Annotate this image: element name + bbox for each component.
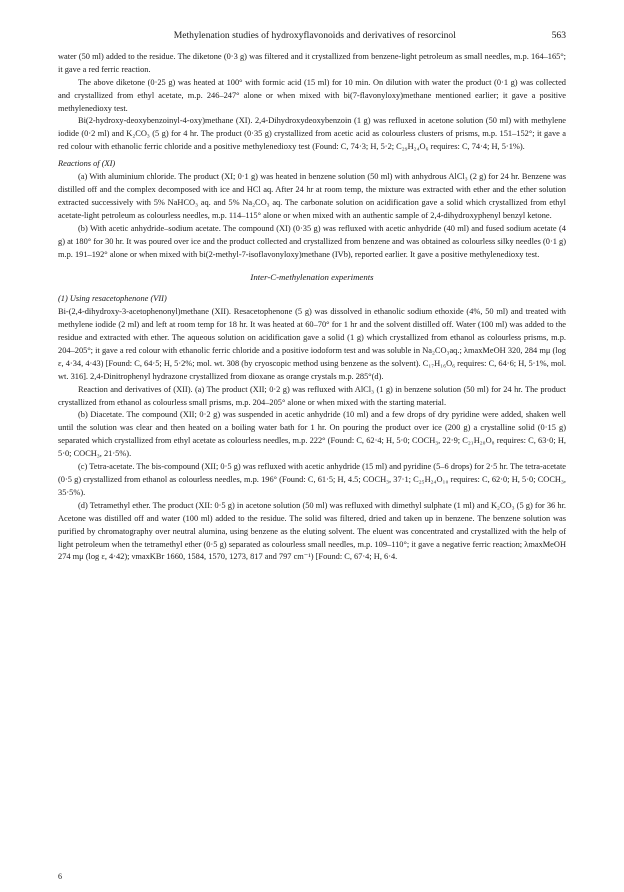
paragraph: (d) Tetramethyl ether. The product (XII: 0·5 g) in acetone solution (50 ml) was refluxed with dimethyl sulphate (1 ml) and K₂CO₃ (5 g) for 36 hr. Acetone was distilled off and water (100 ml) added to the residue. The solid was filtered, dried and taken up in benzene. The benzene solution was purified by chromatography over neutral alumina, using benzene as the eluting solvent. The eluent was concentrated and crystallized with the help of light petroleum when the tetramethyl ether (0·5 g) separated as colourless small needles, m.p. 109–110°; it gave a negative ferric reaction; λmaxMeOH 274 mμ (log ε, 4·42); νmaxKBr 1660, 1584, 1570, 1273, 817 and 797 cm⁻¹) [Found: C, 67·4; H, 6·4. [58, 500, 566, 562]
paragraph: Reaction and derivatives of (XII). (a) The product (XII; 0·2 g) was refluxed with AlCl₃ (1 g) in benzene solution (50 ml) for 24 hr. The product crystallized from ethanol as colourless small prisms, m.p. 204–205° alone or when mixed with the starting material. [58, 384, 566, 407]
paragraph-compound-xi: Bi(2-hydroxy-deoxybenzoinyl-4-oxy)methane (XI). 2,4-Dihydroxydeoxybenzoin (1 g) was refluxed in acetone solution (50 ml) with methylene iodide (0·2 ml) and K₂CO₃ (5 g) for 4 hr. The product (0·35 g) crystallized from acetic acid as colourless clusters of prisms, m.p. 151–152°; it gave a red colour with ethanolic ferric chloride and a positive methylenedioxy test (Found: C, 74·3; H, 5·2; C₂₉H₂₄O₆ requires: C, 74·4; H, 5·1%). [58, 116, 566, 152]
subheading-resacetophenone: (1) Using resacetophenone (VII) [58, 294, 167, 304]
running-title: Methylenation studies of hydroxyflavonoids and derivatives of resorcinol [173, 30, 456, 41]
paragraph-compound-xii: Bi-(2,4-dihydroxy-3-acetophenonyl)methane (XII). Resacetophenone (5 g) was dissolved in ethanolic sodium ethoxide (4%, 50 ml) and treated with methylene iodide (2 ml) and left at room temp for 18 hr. It was heated at 60–70° for 1 hr and the solvent distilled off. Water (100 ml) was added to the residue and extracted with ether. The aqueous solution on acidification gave a solid (1 g) which crystallized from ethanol as colourless prisms, m.p. 204–205°; it gave a red colour with ethanolic ferric chloride and a positive iodoform test and was soluble in Na₂CO₃aq.; λmaxMeOH 320, 284 mμ (log ε, 4·34, 4·43) [Found: C, 64·5; H, 5·2%; mol. wt. 308 (by cryoscopic method using benzene as the solvent). C₁₇H₁₆O₆ requires: C, 64·6; H, 5·1%, mol. wt. 316]. 2,4-Dinitrophenyl hydrazone crystallized from dioxane as orange crystals m.p. 285°(d). [58, 307, 566, 381]
paragraph: The above diketone (0·25 g) was heated at 100° with formic acid (15 ml) for 10 min. On dilution with water the product (0·1 g) was collected and crystallized from ethyl acetate, m.p. 246–247° alone or when mixed with bi(7-flavonyloxy)methane mentioned earlier; it gave a positive methylenedioxy test. [58, 77, 566, 113]
paragraph: (c) Tetra-acetate. The bis-compound (XII; 0·5 g) was refluxed with acetic anhydride (15 ml) and pyridine (5–6 drops) for 2·5 hr. The tetra-acetate (0·5 g) crystallized from ethanol as colourless needles, m.p. 196° (Found: C, 61·5; H, 4.5; COCH₃, 37·1; C₂₅H₂₄O₁₀ requires: C, 62·0; H, 5·0; COCH₃, 35·5%). [58, 462, 566, 497]
paragraph: (a) With aluminium chloride. The product (XI; 0·1 g) was heated in benzene solution (50 ml) with anhydrous AlCl₃ (2 g) for 24 hr. Benzene was distilled off and the complex decomposed with ice and HCl aq. After 24 hr at room temp, the mixture was extracted with ether and the ether solution extracted successively with 5% NaHCO₃ aq. and 5% Na₂CO₃ aq. The carbonate solution on acidification gave a solid which crystallized from ethyl acetate-light petroleum as colourless needles, m.p. 114–115° alone or when mixed with an authentic sample of 2,4-dihydroxyphenyl benzyl ketone. [58, 172, 566, 220]
section-heading: Inter-C-methylenation experiments [250, 272, 374, 283]
page-number: 563 [551, 30, 566, 41]
paragraph: (b) Diacetate. The compound (XII; 0·2 g) was suspended in acetic anhydride (10 ml) and a few drops of dry pyridine were added, shaken well until the solution was clear and then heated on a boiling water bath for 1 hr. On pouring the product over ice (200 g) a crystalline solid (0·15 g) separated which crystallized from ethyl acetate as colourless needles, m.p. 222° (Found: C, 62·4; H, 5·0; COCH₃, 22·9; C₂₁H₂₀O₈ requires: C, 63·0; H, 5·0; COCH₃, 21·5%). [58, 410, 566, 459]
footer-mark: 6 [58, 872, 62, 881]
paragraph: water (50 ml) added to the residue. The diketone (0·3 g) was filtered and it crystallized from benzene-light petroleum as small needles, m.p. 164–165°; it gave a red ferric reaction. [58, 51, 566, 74]
running-header [58, 30, 566, 43]
subheading-reactions-xi: Reactions of (XI) [58, 159, 116, 169]
paragraph: (b) With acetic anhydride–sodium acetate. The compound (XI) (0·35 g) was refluxed with acetic anhydride (40 ml) and fused sodium acetate (4 g) at 180° for 30 hr. It was poured over ice and the product collected and crystallized from benzene and was obtained as colourless silky needles (0·1 g) m.p. 191–192° alone or when mixed with bi(2-methyl-7-isoflavonyloxy)methane (IVb), reported earlier. It gave a positive methylenedioxy test. [58, 223, 567, 259]
paper-page [58, 30, 566, 564]
